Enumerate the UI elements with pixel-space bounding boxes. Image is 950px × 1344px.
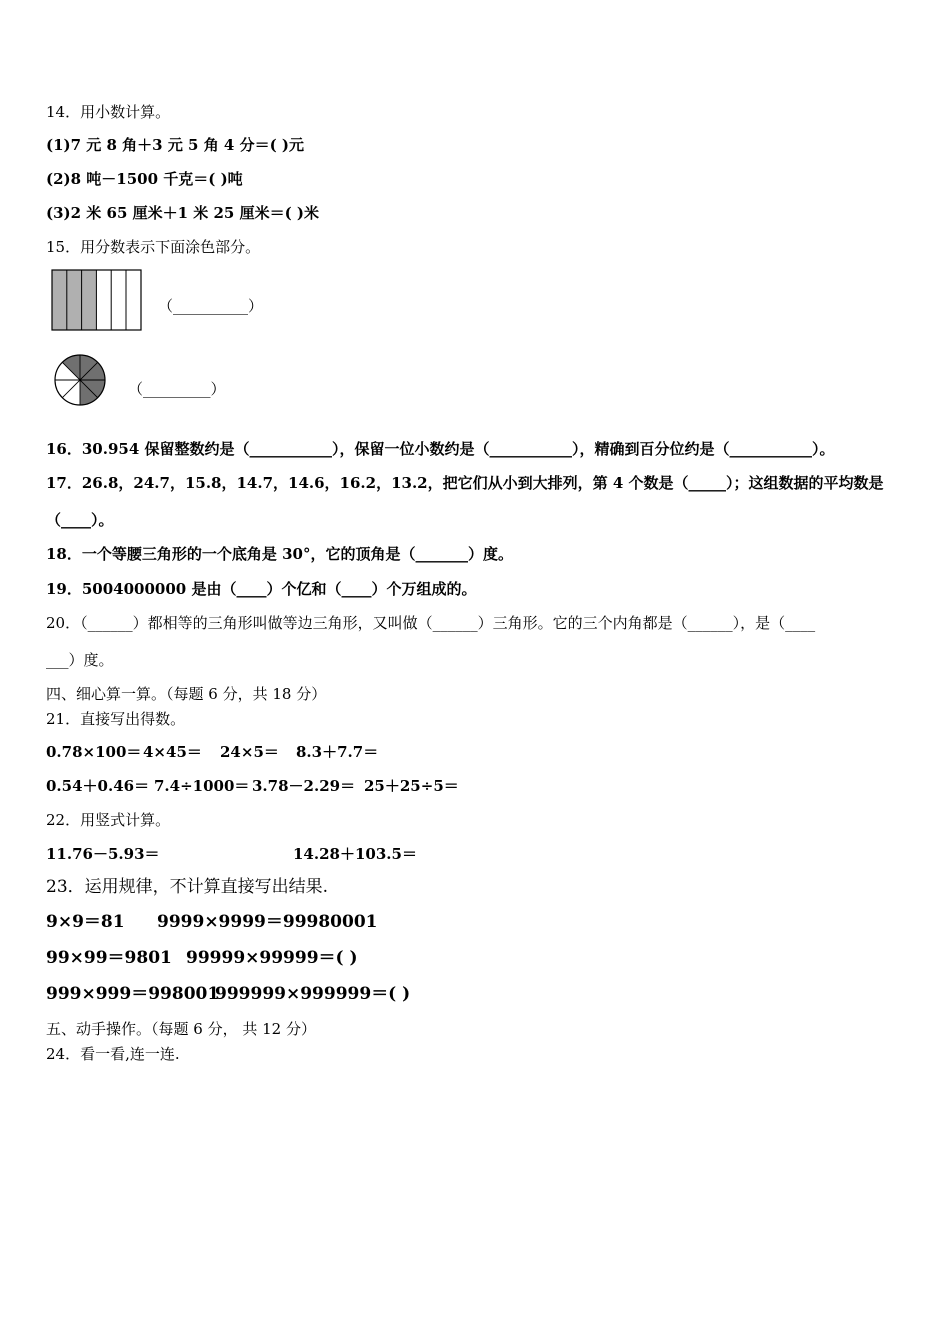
q23-title: 23．运用规律，不计算直接写出结果. <box>46 877 329 897</box>
q15-blank-2: （_________） <box>128 380 226 398</box>
section-4-title: 四、细心算一算。（每题 6 分，共 18 分） <box>46 685 327 703</box>
q14-title: 14．用小数计算。 <box>46 103 171 121</box>
q23-formula: 99×99＝9801 <box>46 948 172 968</box>
q20-line-2: ___）度。 <box>46 651 114 669</box>
q21-title: 21．直接写出得数。 <box>46 710 186 728</box>
q23-formula: 9999×9999＝99980001 <box>157 912 378 932</box>
q23-row-1 <box>46 912 378 933</box>
section-5-title: 五、动手操作。（每题 6 分， 共 12 分） <box>46 1020 316 1038</box>
q15-blank-1: （__________） <box>158 297 264 315</box>
q23-formula: 99999×99999＝( ) <box>186 948 358 968</box>
q20-line-1: 20．（______）都相等的三角形叫做等边三角形，又叫做（______）三角形。它的三个内角都是（______），是（____ <box>46 614 816 632</box>
q14-item-2: (2)8 吨－1500 千克＝( )吨 <box>46 170 243 188</box>
q15-rect-figure <box>51 269 143 332</box>
q21-expr: 0.78×100＝ <box>46 743 142 761</box>
q21-row-1 <box>46 743 378 761</box>
q22-item: 14.28＋103.5＝ <box>293 845 417 863</box>
q18-text: 18．一个等腰三角形的一个底角是 30°，它的顶角是（_______）度。 <box>46 545 513 563</box>
q19-text: 19．5004000000 是由（____）个亿和（____）个万组成的。 <box>46 580 477 598</box>
q23-formula: 999×999＝998001 <box>46 984 220 1004</box>
q17-line-1: 17．26.8，24.7，15.8，14.7，14.6，16.2，13.2，把它们从小到大排列，第 4 个数是（_____）；这组数据的平均数是 <box>46 474 884 492</box>
q24-title: 24．看一看,连一连. <box>46 1045 180 1063</box>
pie-shaded-sector <box>62 355 80 380</box>
q23-formula: 9×9＝81 <box>46 912 125 932</box>
q21-expr: 0.54＋0.46＝ <box>46 777 150 795</box>
q16-text: 16．30.954 保留整数约是（___________），保留一位小数约是（___________），精确到百分位约是（___________）。 <box>46 440 835 458</box>
q23-formula: 999999×999999＝( ) <box>215 984 411 1004</box>
q21-expr: 7.4÷1000＝ <box>154 777 250 795</box>
rect-shaded-part <box>52 270 96 330</box>
q23-row-2 <box>46 948 358 969</box>
q21-row-2 <box>46 777 459 795</box>
q15-title: 15．用分数表示下面涂色部分。 <box>46 238 261 256</box>
q14-item-1: (1)7 元 8 角＋3 元 5 角 4 分＝( )元 <box>46 136 305 154</box>
q17-line-2: （____）。 <box>46 511 114 529</box>
q21-expr: 4×45＝ <box>143 743 202 761</box>
q15-circle-figure <box>53 353 107 407</box>
q22-title: 22．用竖式计算。 <box>46 811 171 829</box>
q21-expr: 3.78－2.29＝ <box>252 777 356 795</box>
q21-expr: 24×5＝ <box>220 743 279 761</box>
q21-expr: 8.3＋7.7＝ <box>296 743 379 761</box>
q22-item: 11.76－5.93＝ <box>46 845 160 863</box>
q21-expr: 25＋25÷5＝ <box>364 777 459 795</box>
q22-items <box>46 845 417 863</box>
q14-item-3: (3)2 米 65 厘米＋1 米 25 厘米＝( )米 <box>46 204 320 222</box>
q23-row-3 <box>46 984 410 1005</box>
